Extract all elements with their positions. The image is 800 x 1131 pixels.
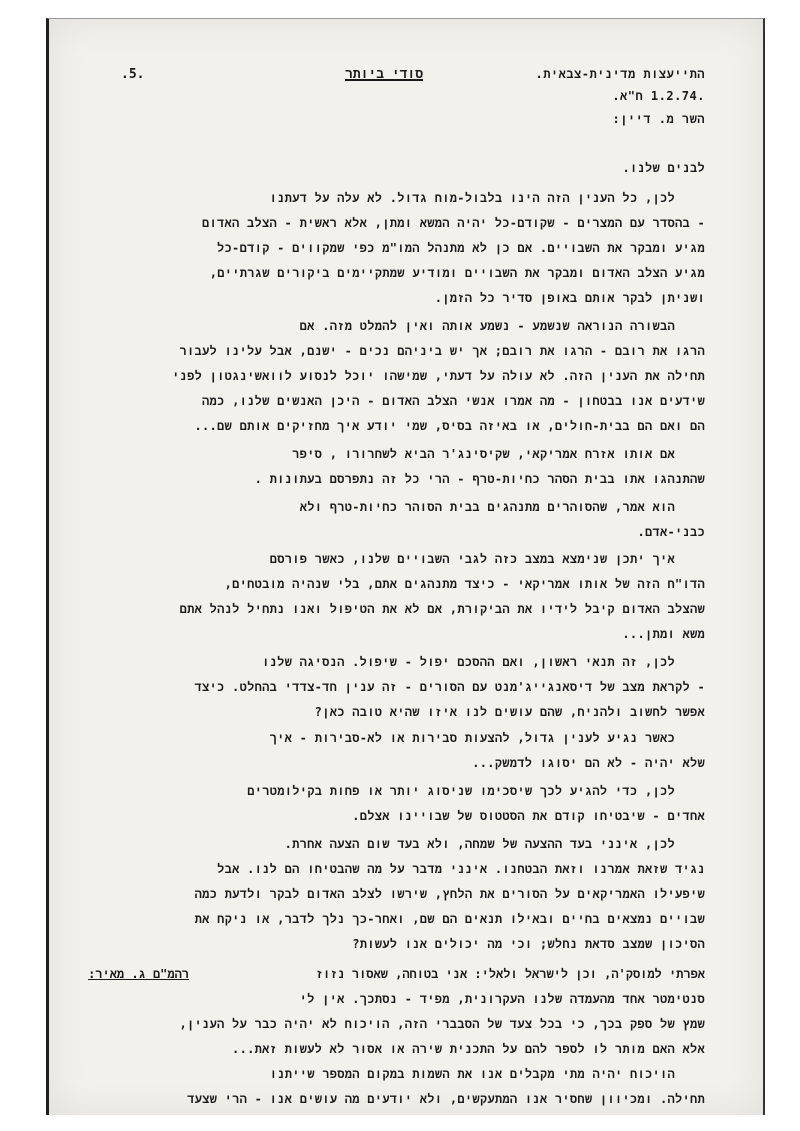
- text-line: תחילה את הענין הזה. לא עולה על דעתי, שמישהו יוכל לנסוע לוואשינגטון לפני: [172, 369, 705, 383]
- text-line: אם אותו אזרח אמריקאי, שקיסינג'ר הביא לשחרורו , סיפר: [292, 447, 675, 461]
- date-line: .1.2.74 ח"א.: [612, 89, 705, 103]
- text-line: הבשורה הנוראה שנשמע - נשמע אותה ואין להמלט מזה. אם: [299, 319, 675, 333]
- classification-title: סודי ביותר: [345, 67, 424, 82]
- text-line: איך יתכן שנימצא במצב כזה לגבי השבויים שלנו, כאשר פורסם: [269, 552, 675, 566]
- text-line: הויכוח יהיה מתי מקבלים אנו את השמות במקום המספר שייתנו: [269, 1067, 675, 1081]
- text-line: אחדים - שיבטיחו קודם את הסטטוס של שבויינו אצלם.: [352, 809, 705, 823]
- speaker-label: השר מ. דיין:: [612, 112, 705, 126]
- text-line: לכן, כל הענין הזה הינו בלבול-מוח גדול. לא עלה על דעתנו: [269, 191, 675, 205]
- text-line: שהתנהגו אתו בבית הסהר כחיות-טרף - הרי כל זה נתפרסם בעתונות .: [254, 472, 705, 486]
- text-line: שידעים אנו בבטחון - מה אמרו אנשי הצלב האדום - היכן האנשים שלנו, כמה: [202, 394, 705, 408]
- text-line: - בהסדר עם המצרים - שקודם-כל יהיה המשא ומתן, אלא ראשית - הצלב האדום: [202, 216, 705, 230]
- text-line: נגיד שזאת אמרנו וזאת הבטחנו. אינני מדבר על מה שהבטיחו הם לנו. אבל: [217, 862, 705, 876]
- text-line: שלא יהיה - לא הם יסוגו לדמשק...: [472, 756, 705, 770]
- text-line: - לקראת מצב של דיסאנגייג'מנט עם הסורים - זה ענין חד-צדדי בהחלט. כיצד: [194, 680, 705, 694]
- text-line: מגיע ומבקר את השבויים. אם כן לא מתנהל המו"מ כפי שמקווים - קודם-כל: [217, 241, 705, 255]
- text-line: לכן, אינני בעד ההצעה של שמחה, ולא בעד שום הצעה אחרת.: [284, 837, 675, 851]
- text-line: כבני-אדם.: [637, 525, 705, 539]
- text-line: שבויים נמצאים בחיים ובאילו תנאים הם שם, ואחר-כך נלך לדבר, או ניקח את: [194, 912, 705, 926]
- text-line: כאשר נגיע לענין גדול, להצעות סבירות או לא-סבירות - איך: [269, 731, 675, 745]
- text-line: משא ומתן...: [622, 627, 705, 641]
- text-line: הסיכון שמצב סדאת נחלש; וכי מה יכולים אנו לעשות?: [352, 937, 705, 951]
- text-line: ושניתן לבקר אותם באופן סדיר כל הזמן.: [434, 291, 705, 305]
- text-line: מגיע הצלב האדום ומבקר את השבויים ומודיע שמתקיימים ביקורים שגרתיים,: [209, 266, 705, 280]
- text-line: לבנים שלנו.: [622, 161, 705, 175]
- text-line: לכן, כדי להגיע לכך שיסכימו שניסוג יותר או פחות בקילומטרים: [247, 784, 675, 798]
- text-line: אפרתי למוסק'ה, וכן לישראל ולאלי: אני בטוחה, שאסור נזוז: [315, 967, 705, 981]
- text-line: שהצלב האדום קיבל לידיו את הביקורת, אם לא את הטיפול ואנו נתחיל לנהל אתם: [179, 602, 705, 616]
- text-line: סנטימטר אחד מהעמדה שלנו העקרונית, מפיד - נסתכך. אין לי: [299, 992, 705, 1006]
- text-line: הם ואם הם בבית-חולים, או באיזה בסיס, שמי יודע איך מחזיקים אותם שם...: [194, 419, 705, 433]
- text-line: לכן, זה תנאי ראשון, ואם ההסכם יפול - שיפול. הנסיגה שלנו: [262, 655, 675, 669]
- text-line: שיפעילו האמריקאים על הסורים את הלחץ, שירשו לצלב האדום לבקר ולדעת כמה: [194, 887, 705, 901]
- text-line: הדו"ח הזה של אותו אמריקאי - כיצד מתנהגים אתם, בלי שנהיה מובטחים,: [224, 577, 705, 591]
- text-line: הרגו את רובם - הרגו את רובם; אך יש ביניהם נכים - ישנם, אבל עלינו לעבור: [179, 344, 705, 358]
- text-line: שמץ של ספק בכך, כי בכל צעד של הסבברי הזה, הויכוח לא יהיה כבר על הענין,: [179, 1017, 705, 1031]
- text-line: אלא האם מותר לו לספר להם על התכנית שירה או אסור לא לעשות זאת...: [232, 1042, 705, 1056]
- page-number: .5.: [121, 67, 145, 82]
- text-line: תחילה. ומכיוון שחסיר אנו המתעקשים, ולא יודעים מה עושים אנו - הרי שצעד: [187, 1092, 705, 1106]
- text-line: אפשר לחשוב ולהניח, שהם עושים לנו איזו שהיא טובה כאן?: [314, 705, 705, 719]
- document-page: [46, 18, 765, 1115]
- text-line: הוא אמר, שהסוהרים מתנהגים בבית הסוהר כחיות-טרף ולא: [299, 500, 675, 514]
- speaker-label-2: רהמ"ם ג. מאיר:: [88, 967, 189, 981]
- council-header: התייעצות מדינית-צבאית.: [535, 67, 705, 81]
